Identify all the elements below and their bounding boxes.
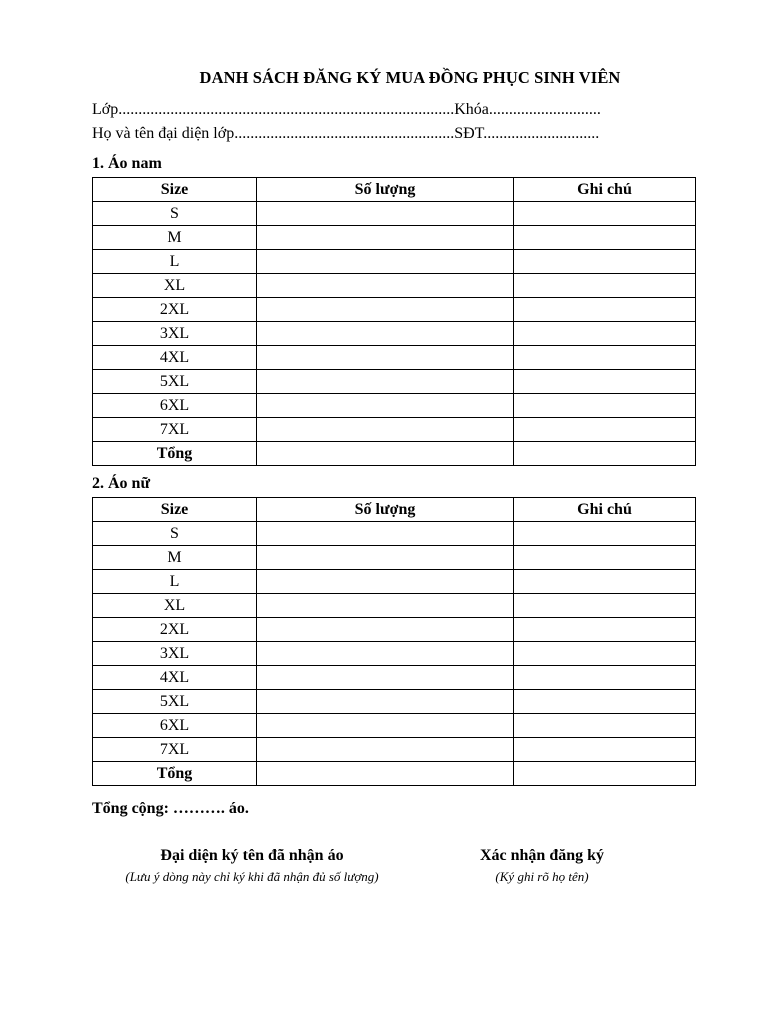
notes-cell[interactable] — [514, 738, 696, 762]
section-women-shirts: 2. Áo nữ — [92, 475, 151, 492]
table-row — [93, 370, 696, 394]
table-header-row — [93, 498, 696, 522]
quantity-cell[interactable] — [257, 274, 514, 298]
size-cell: S — [93, 202, 257, 226]
header-size: Size — [93, 498, 257, 522]
notes-cell[interactable] — [514, 394, 696, 418]
notes-cell[interactable] — [514, 546, 696, 570]
size-cell: 6XL — [93, 714, 257, 738]
quantity-cell[interactable] — [257, 714, 514, 738]
size-cell: 2XL — [93, 298, 257, 322]
table-row — [93, 546, 696, 570]
table-row — [93, 594, 696, 618]
notes-cell[interactable] — [514, 690, 696, 714]
size-cell: 6XL — [93, 394, 257, 418]
notes-cell[interactable] — [514, 522, 696, 546]
quantity-cell[interactable] — [257, 346, 514, 370]
quantity-cell[interactable] — [257, 522, 514, 546]
notes-cell[interactable] — [514, 226, 696, 250]
table-row — [93, 250, 696, 274]
size-cell: L — [93, 570, 257, 594]
header-size: Size — [93, 178, 257, 202]
signature-left-heading: Đại diện ký tên đã nhận áo — [160, 847, 344, 864]
size-cell: M — [93, 546, 257, 570]
total-row — [93, 442, 696, 466]
quantity-cell[interactable] — [257, 594, 514, 618]
quantity-cell[interactable] — [257, 226, 514, 250]
table-row — [93, 522, 696, 546]
table-row — [93, 226, 696, 250]
quantity-cell[interactable] — [257, 250, 514, 274]
size-cell: S — [93, 522, 257, 546]
class-faculty-line: Lớp....................................................................................Khóa............................ — [92, 101, 601, 118]
quantity-cell[interactable] — [257, 546, 514, 570]
quantity-cell[interactable] — [257, 370, 514, 394]
quantity-cell[interactable] — [257, 570, 514, 594]
notes-cell[interactable] — [514, 594, 696, 618]
signature-right-heading: Xác nhận đăng ký — [479, 847, 605, 864]
notes-cell[interactable] — [514, 642, 696, 666]
notes-cell[interactable] — [514, 298, 696, 322]
representative-phone-line: Họ và tên đại diện lớp.......................................................SĐT............................. — [92, 125, 600, 142]
quantity-cell[interactable] — [257, 202, 514, 226]
table-row — [93, 346, 696, 370]
size-cell: L — [93, 250, 257, 274]
table-row — [93, 298, 696, 322]
table-header-row — [93, 178, 696, 202]
notes-cell[interactable] — [514, 762, 696, 786]
table-row — [93, 666, 696, 690]
table-row — [93, 394, 696, 418]
size-cell: XL — [93, 594, 257, 618]
grand-total: Tổng cộng: ………. áo. — [92, 800, 249, 817]
table-row — [93, 714, 696, 738]
size-cell: 7XL — [93, 418, 257, 442]
size-cell: M — [93, 226, 257, 250]
size-cell: 4XL — [93, 666, 257, 690]
quantity-cell[interactable] — [257, 642, 514, 666]
notes-cell[interactable] — [514, 370, 696, 394]
quantity-cell[interactable] — [257, 298, 514, 322]
women-size-table — [92, 497, 696, 786]
size-cell: 2XL — [93, 618, 257, 642]
size-cell: 3XL — [93, 642, 257, 666]
notes-cell[interactable] — [514, 442, 696, 466]
notes-cell[interactable] — [514, 250, 696, 274]
table-row — [93, 274, 696, 298]
size-cell: 7XL — [93, 738, 257, 762]
signature-left-note: (Lưu ý dòng này chỉ ký khi đã nhận đủ số lượng) — [125, 869, 379, 884]
quantity-cell[interactable] — [257, 666, 514, 690]
signature-block-left — [92, 847, 412, 885]
notes-cell[interactable] — [514, 322, 696, 346]
notes-cell[interactable] — [514, 666, 696, 690]
total-label: Tổng — [93, 762, 257, 786]
notes-cell[interactable] — [514, 618, 696, 642]
table-row — [93, 570, 696, 594]
notes-cell[interactable] — [514, 346, 696, 370]
signature-right-note: (Ký ghi rõ họ tên) — [495, 869, 589, 884]
section-men-shirts: 1. Áo nam — [92, 155, 162, 172]
table-row — [93, 738, 696, 762]
quantity-cell[interactable] — [257, 322, 514, 346]
table-row — [93, 322, 696, 346]
notes-cell[interactable] — [514, 714, 696, 738]
size-cell: 5XL — [93, 370, 257, 394]
total-row — [93, 762, 696, 786]
document-title: DANH SÁCH ĐĂNG KÝ MUA ĐỒNG PHỤC SINH VIÊN — [199, 68, 621, 87]
size-cell: 4XL — [93, 346, 257, 370]
header-quantity: Số lượng — [257, 178, 514, 202]
quantity-cell[interactable] — [257, 738, 514, 762]
size-cell: 3XL — [93, 322, 257, 346]
quantity-cell[interactable] — [257, 690, 514, 714]
quantity-cell[interactable] — [257, 394, 514, 418]
table-row — [93, 418, 696, 442]
size-cell: XL — [93, 274, 257, 298]
table-row — [93, 690, 696, 714]
header-notes: Ghi chú — [514, 498, 696, 522]
header-notes: Ghi chú — [514, 178, 696, 202]
signature-block-right — [424, 847, 660, 885]
notes-cell[interactable] — [514, 274, 696, 298]
table-row — [93, 642, 696, 666]
size-cell: 5XL — [93, 690, 257, 714]
header-quantity: Số lượng — [257, 498, 514, 522]
notes-cell[interactable] — [514, 570, 696, 594]
table-row — [93, 618, 696, 642]
men-size-table — [92, 177, 696, 466]
notes-cell[interactable] — [514, 418, 696, 442]
quantity-cell[interactable] — [257, 762, 514, 786]
quantity-cell[interactable] — [257, 618, 514, 642]
total-label: Tổng — [93, 442, 257, 466]
notes-cell[interactable] — [514, 202, 696, 226]
quantity-cell[interactable] — [257, 418, 514, 442]
table-row — [93, 202, 696, 226]
quantity-cell[interactable] — [257, 442, 514, 466]
